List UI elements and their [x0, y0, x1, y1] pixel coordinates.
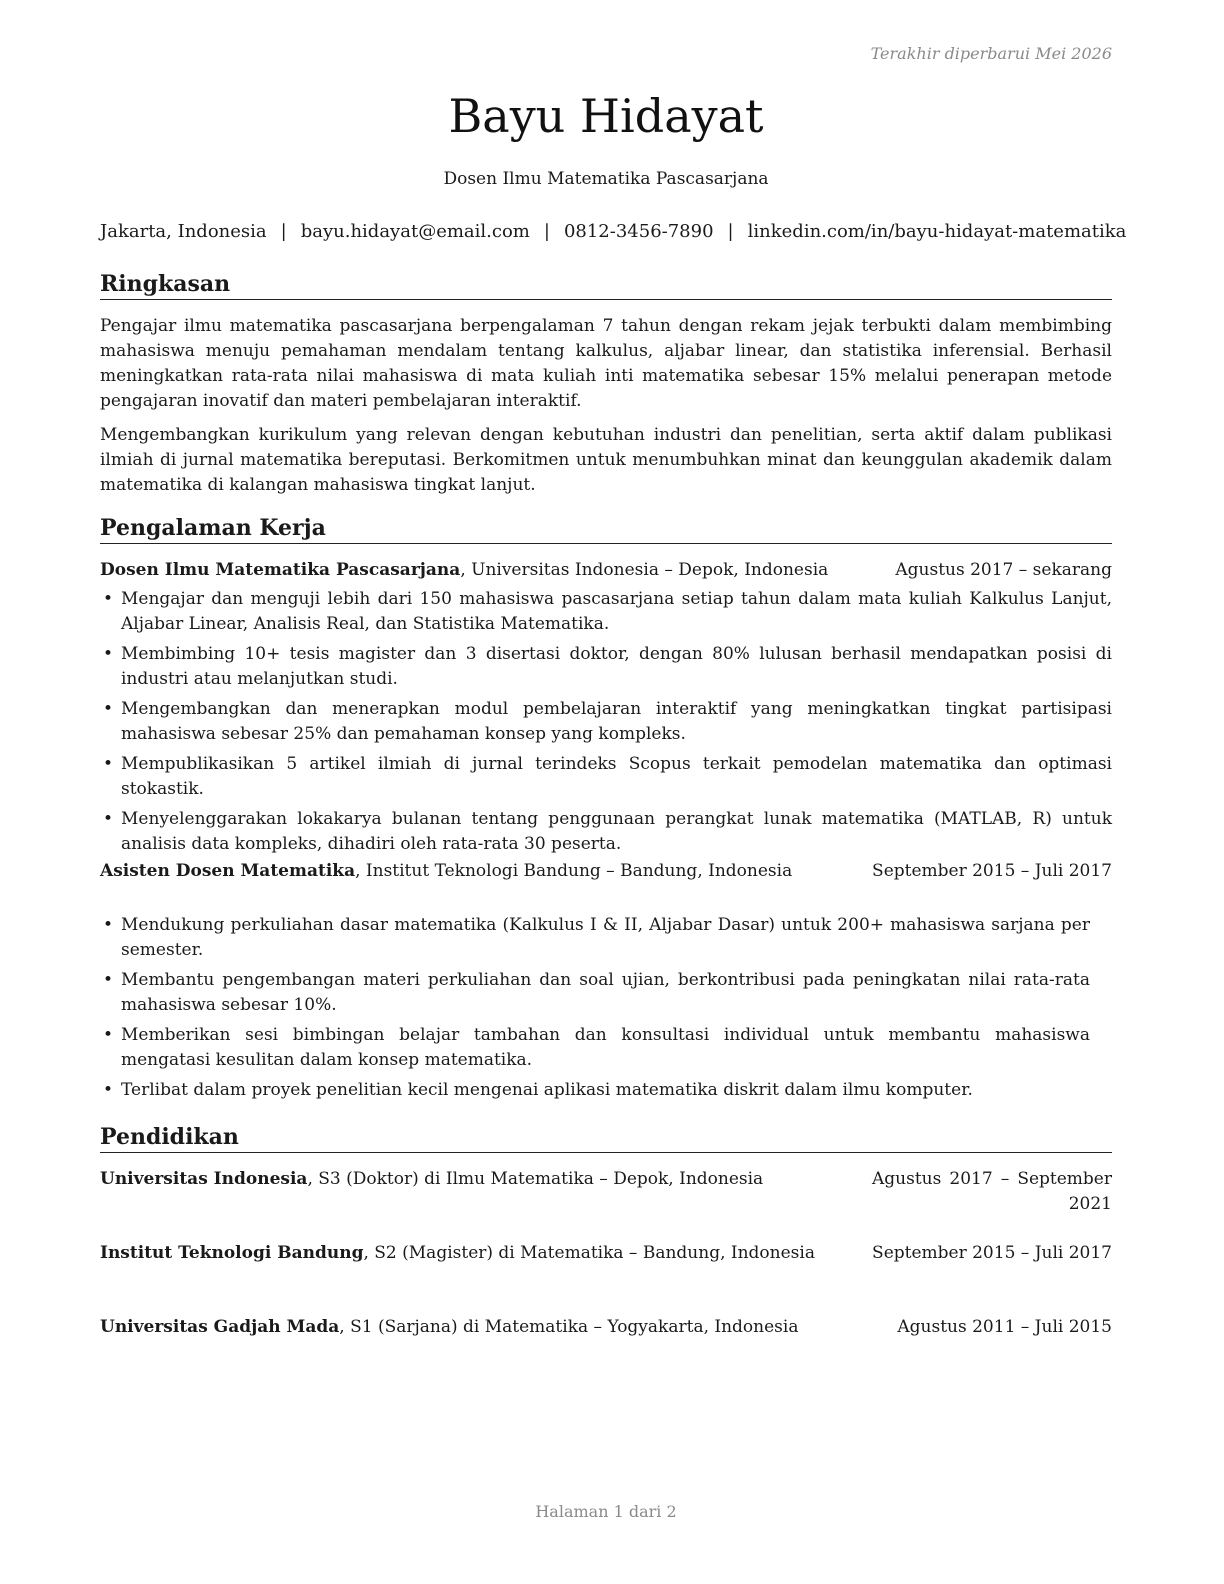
- job-organization: , Universitas Indonesia – Depok, Indonesia: [460, 560, 829, 580]
- section-title-experience: Pengalaman Kerja: [100, 514, 1112, 544]
- job-header: [100, 859, 1112, 909]
- candidate-name: Bayu Hidayat: [448, 89, 764, 143]
- education-detail: , S2 (Magister) di Matematika – Bandung, Indonesia: [363, 1243, 815, 1263]
- contact-separator: |: [543, 221, 550, 242]
- list-item: • Membimbing 10+ tesis magister dan 3 disertasi doktor, dengan 80% lulusan berhasil mendapatkan posisi di industri atau melanjutkan studi.: [100, 642, 1112, 692]
- summary-paragraph: Pengajar ilmu matematika pascasarjana berpengalaman 7 tahun dengan rekam jejak terbukti dalam membimbing mahasiswa menuju pemahaman mendalam tentang kalkulus, aljabar linear, dan statistika inferensial. Berhasil meningkatkan rata-rata nilai mahasiswa di mata kuliah inti matematika sebesar 15% melalui penerapan metode pengajaran inovatif dan materi pembelajaran interaktif.: [100, 316, 1112, 411]
- contact-linkedin[interactable]: linkedin.com/in/bayu-hidayat-matematika: [747, 221, 1127, 242]
- education-school: Universitas Indonesia: [100, 1169, 308, 1189]
- section-title-education: Pendidikan: [100, 1123, 1112, 1153]
- contact-separator: |: [727, 221, 734, 242]
- list-item: • Menyelenggarakan lokakarya bulanan tentang penggunaan perangkat lunak matematika (MATLAB, R) untuk analisis data kompleks, dihadiri oleh rata-rata 30 peserta.: [100, 807, 1112, 857]
- last-updated-note: Terakhir diperbarui Mei 2026: [870, 44, 1112, 63]
- job-role: Asisten Dosen Matematika: [100, 861, 356, 881]
- job-role: Dosen Ilmu Matematika Pascasarjana: [100, 560, 461, 580]
- job-bullets: [100, 587, 1112, 857]
- resume-page: [100, 0, 1127, 1584]
- list-item: • Mempublikasikan 5 artikel ilmiah di jurnal terindeks Scopus terkait pemodelan matematika dan optimasi stokastik.: [100, 752, 1112, 802]
- education-entry: [100, 1315, 1112, 1340]
- list-item: • Mengembangkan dan menerapkan modul pembelajaran interaktif yang meningkatkan tingkat partisipasi mahasiswa sebesar 25% dan pemahaman konsep yang kompleks.: [100, 697, 1112, 747]
- contact-separator: |: [280, 221, 287, 242]
- job-header: [100, 558, 1112, 583]
- education-school: Institut Teknologi Bandung: [100, 1243, 364, 1263]
- list-item: • Mendukung perkuliahan dasar matematika (Kalkulus I & II, Aljabar Dasar) untuk 200+ mahasiswa sarjana per semester.: [100, 913, 1112, 963]
- summary-paragraph: Mengembangkan kurikulum yang relevan dengan kebutuhan industri dan penelitian, serta aktif dalam publikasi ilmiah di jurnal matematika bereputasi. Berkomitmen untuk menumbuhkan minat dan keunggulan akademik dalam matematika di kalangan mahasiswa tingkat lanjut.: [100, 425, 1112, 495]
- education-detail: , S3 (Doktor) di Ilmu Matematika – Depok, Indonesia: [307, 1169, 764, 1189]
- list-item: • Mengajar dan menguji lebih dari 150 mahasiswa pascasarjana setiap tahun dalam mata kuliah Kalkulus Lanjut, Aljabar Linear, Analisis Real, dan Statistika Matematika.: [100, 587, 1112, 637]
- contact-email[interactable]: bayu.hidayat@email.com: [300, 221, 530, 242]
- job-bullets: [100, 913, 1112, 1103]
- education-header: [100, 1241, 1112, 1266]
- candidate-title: Dosen Ilmu Matematika Pascasarjana: [443, 169, 769, 189]
- education-dates: Agustus 2017 – September 2021: [872, 1169, 1112, 1214]
- education-header: [100, 1315, 1112, 1340]
- job-organization: , Institut Teknologi Bandung – Bandung, Indonesia: [355, 861, 793, 881]
- job-entry: [100, 558, 1112, 862]
- contact-line: [100, 220, 1127, 244]
- section-title-summary: Ringkasan: [100, 270, 1112, 300]
- job-dates: September 2015 – Juli 2017: [872, 861, 1112, 881]
- list-item: • Membantu pengembangan materi perkuliahan dan soal ujian, berkontribusi pada peningkatan nilai rata-rata mahasiswa sebesar 10%.: [100, 968, 1112, 1018]
- page-number: Halaman 1 dari 2: [535, 1502, 677, 1521]
- education-entry: [100, 1167, 1112, 1214]
- education-dates: September 2015 – Juli 2017: [872, 1243, 1112, 1263]
- contact-phone: 0812-3456-7890: [563, 221, 714, 242]
- list-item: • Terlibat dalam proyek penelitian kecil mengenai aplikasi matematika diskrit dalam ilmu komputer.: [100, 1078, 1112, 1103]
- list-item: • Memberikan sesi bimbingan belajar tambahan dan konsultasi individual untuk membantu mahasiswa mengatasi kesulitan dalam konsep matematika.: [100, 1023, 1112, 1073]
- education-header: [100, 1167, 1112, 1214]
- job-entry: [100, 859, 1112, 1108]
- job-dates: Agustus 2017 – sekarang: [895, 560, 1112, 580]
- education-detail: , S1 (Sarjana) di Matematika – Yogyakarta, Indonesia: [339, 1317, 799, 1337]
- education-entry: [100, 1241, 1112, 1266]
- education-school: Universitas Gadjah Mada: [100, 1317, 340, 1337]
- education-dates: Agustus 2011 – Juli 2015: [897, 1317, 1112, 1337]
- contact-location: Jakarta, Indonesia: [100, 221, 267, 242]
